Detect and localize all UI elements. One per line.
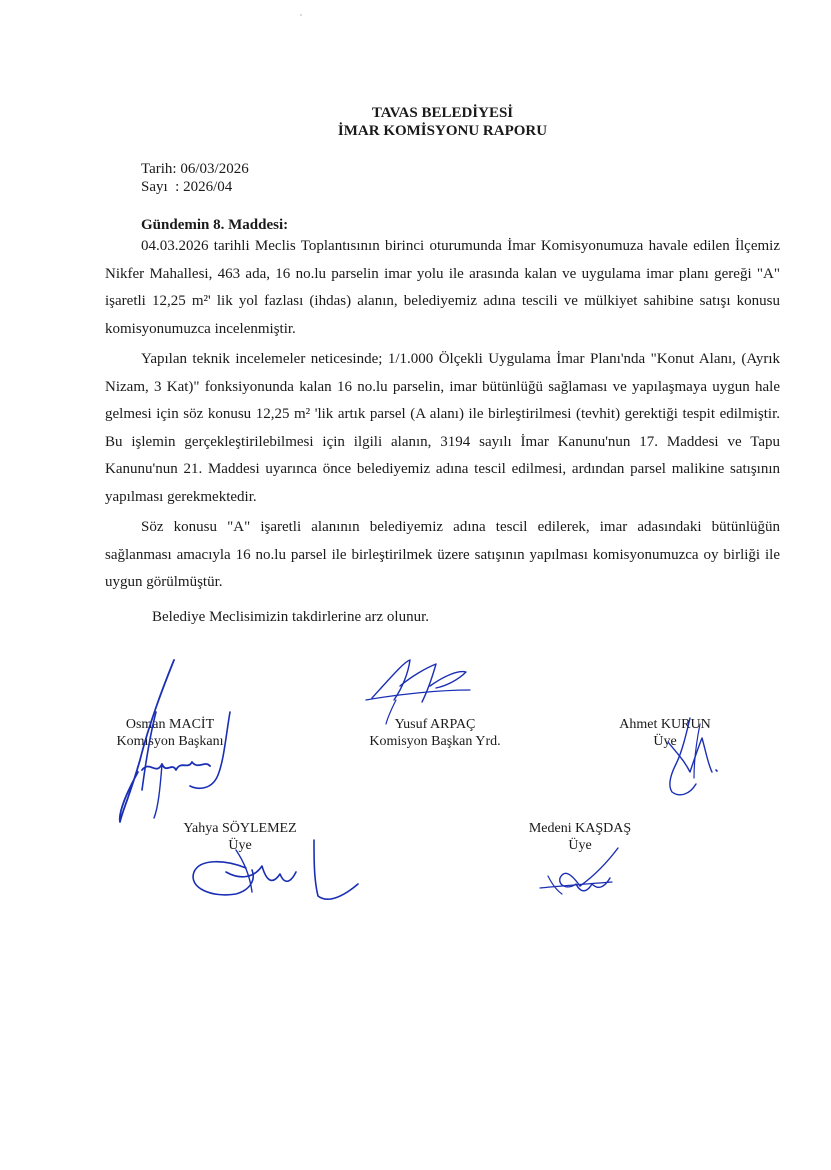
report-body bbox=[105, 233, 780, 600]
signatory-name: Osman MACİT bbox=[125, 717, 215, 732]
signatory-name: Ahmet KURUN bbox=[619, 717, 711, 732]
signatory-title: Komisyon Başkan Yrd. bbox=[369, 734, 501, 749]
body-paragraph: Yapılan teknik incelemeler neticesinde; 1/1.000 Ölçekli Uygulama İmar Planı'nda "Konut Alanı, (Ayrık Nizam, 3 Kat)" fonksiyonunda kalan 16 no.lu parselin, imar bütünlüğü sağlaması ve yapılaşmaya uygun hale gelmesi için söz konusu 12,25 m² 'lik artık parsel (A alanı) ile birleştirilmesi (tevhit) gerektiği tespit edilmiştir. Bu işlemin gerçekleştirilebilmesi için ilgili alanın, 3194 sayılı İmar Kanunu'nun 17. Maddesi ve Tapu Kanunu'nun 21. Maddesi uyarınca önce belediyemiz adına tescil edilmesi, ardından parsel malikine satışının yapılması gerekmektedir. bbox=[105, 351, 780, 505]
report-date: Tarih: 06/03/2026 bbox=[141, 161, 249, 177]
signatory-title: Üye bbox=[653, 734, 677, 749]
signature-yusuf-arpac bbox=[366, 660, 470, 724]
municipality-title: TAVAS BELEDİYESİ bbox=[371, 105, 514, 121]
report-number: Sayı : 2026/04 bbox=[141, 179, 233, 195]
signature-block-yusuf-arpac bbox=[355, 716, 515, 750]
report-meta bbox=[141, 160, 249, 196]
signature-block-yahya-soylemez bbox=[165, 820, 315, 854]
signatory-title: Üye bbox=[568, 838, 592, 853]
signatory-name: Yusuf ARPAÇ bbox=[394, 717, 476, 732]
signature-medeni-kasdas bbox=[540, 848, 618, 894]
signature-block-ahmet-kurun bbox=[600, 716, 730, 750]
scan-speck bbox=[300, 14, 302, 16]
signature-block-medeni-kasdas bbox=[510, 820, 650, 854]
signatory-title: Komisyon Başkanı bbox=[116, 734, 224, 749]
signatory-title: Üye bbox=[228, 838, 252, 853]
closing-sentence: Belediye Meclisimizin takdirlerine arz olunur. bbox=[152, 609, 429, 625]
signatory-name: Yahya SÖYLEMEZ bbox=[183, 821, 297, 836]
body-paragraph: 04.03.2026 tarihli Meclis Toplantısının birinci oturumunda İmar Komisyonumuza havale edilen İlçemiz Nikfer Mahallesi, 463 ada, 16 no.lu parselin imar yolu ile arasında kalan ve uygulama imar planı gereği "A" işaretli 12,25 m²' lik yol fazlası (ihdas) alanın, belediyemiz adına tescili ve mülkiyet sahibine satışı konusu komisyonumuzca incelenmiştir. bbox=[105, 238, 780, 337]
body-paragraph: Söz konusu "A" işaretli alanının belediyemiz adına tescil edilerek, imar adasındaki bütünlüğün sağlanması amacıyla 16 no.lu parsel ile birleştirilmek üzere satışının yapılması komisyonumuzca oy birliği ile uygun görülmüştür. bbox=[105, 519, 780, 590]
signature-block-osman-macit bbox=[100, 716, 240, 750]
report-title: İMAR KOMİSYONU RAPORU bbox=[337, 123, 548, 139]
agenda-item-title: Gündemin 8. Maddesi: bbox=[141, 217, 289, 233]
signatory-name: Medeni KAŞDAŞ bbox=[528, 821, 632, 836]
